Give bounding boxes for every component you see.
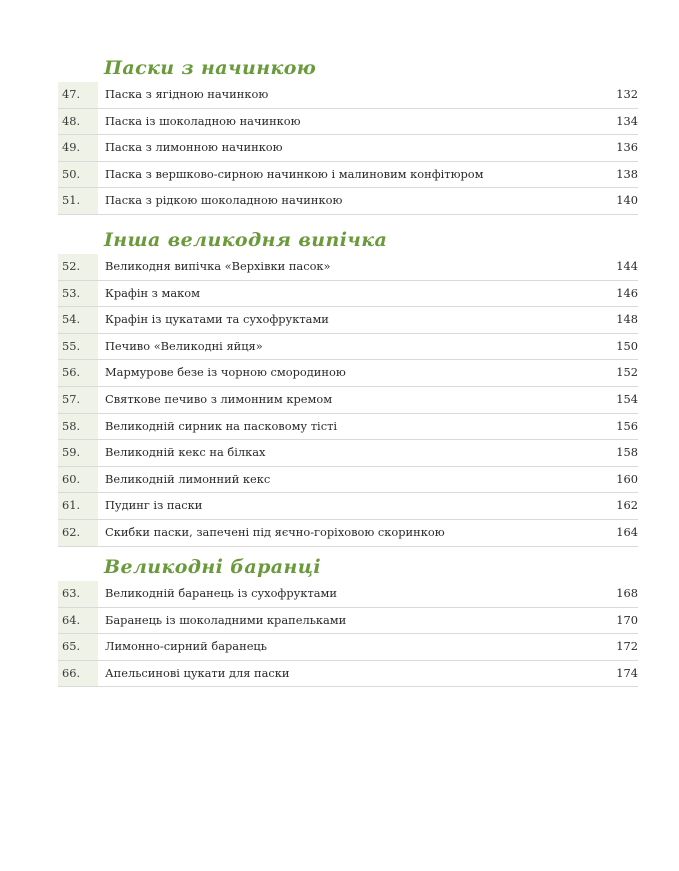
entry-page-number: 134 bbox=[616, 113, 638, 128]
entry-number: 53. bbox=[58, 281, 98, 307]
toc-entry[interactable] bbox=[58, 387, 638, 414]
toc-entry[interactable] bbox=[58, 254, 638, 281]
toc-entry[interactable] bbox=[58, 493, 638, 520]
toc-entry[interactable] bbox=[58, 360, 638, 387]
entry-title: Великодній кекс на білках bbox=[105, 445, 266, 460]
toc-entry[interactable] bbox=[58, 581, 638, 608]
entry-number: 47. bbox=[58, 82, 98, 108]
entry-number: 52. bbox=[58, 254, 98, 280]
entry-page-number: 164 bbox=[616, 524, 638, 539]
entry-number: 57. bbox=[58, 387, 98, 413]
entry-page-number: 148 bbox=[616, 312, 638, 327]
entry-title: Великодня випічка «Верхівки пасок» bbox=[105, 259, 331, 273]
toc-entry[interactable] bbox=[58, 414, 638, 441]
entry-title: Святкове печиво з лимонним кремом bbox=[105, 391, 333, 406]
entry-title: Великодній баранець із сухофруктами bbox=[105, 586, 338, 600]
toc-list bbox=[58, 581, 638, 687]
toc-entry[interactable] bbox=[58, 440, 638, 467]
entry-title: Паска з рідкою шоколадною начинкою bbox=[105, 193, 343, 208]
entry-title: Паска з ягідною начинкою bbox=[105, 87, 269, 101]
section-title: Паски з начинкою bbox=[104, 57, 317, 79]
entry-page-number: 132 bbox=[616, 87, 638, 101]
entry-number: 64. bbox=[58, 608, 98, 634]
entry-number: 58. bbox=[58, 414, 98, 440]
entry-title: Мармурове безе із чорною смородиною bbox=[105, 365, 346, 380]
toc-entry[interactable] bbox=[58, 334, 638, 361]
entry-number: 54. bbox=[58, 307, 98, 333]
entry-number: 55. bbox=[58, 334, 98, 360]
entry-page-number: 156 bbox=[616, 418, 638, 433]
entry-number: 65. bbox=[58, 634, 98, 660]
toc-entry[interactable] bbox=[58, 520, 638, 547]
entry-number: 62. bbox=[58, 520, 98, 546]
toc-entry[interactable] bbox=[58, 608, 638, 635]
entry-page-number: 162 bbox=[616, 498, 638, 513]
entry-number: 49. bbox=[58, 135, 98, 161]
entry-title: Паска з лимонною начинкою bbox=[105, 140, 283, 155]
section-title: Великодні баранці bbox=[104, 556, 322, 578]
entry-page-number: 168 bbox=[616, 586, 638, 600]
entry-number: 50. bbox=[58, 162, 98, 188]
entry-page-number: 154 bbox=[616, 391, 638, 406]
entry-title: Печиво «Великодні яйця» bbox=[105, 338, 263, 353]
toc-entry[interactable] bbox=[58, 162, 638, 189]
toc-entry[interactable] bbox=[58, 467, 638, 494]
entry-title: Апельсинові цукати для паски bbox=[105, 665, 290, 680]
section-pasky-z-nachynkoyu bbox=[58, 57, 638, 215]
entry-page-number: 146 bbox=[616, 285, 638, 300]
toc-entry[interactable] bbox=[58, 634, 638, 661]
entry-title: Пудинг із паски bbox=[105, 498, 203, 513]
entry-page-number: 136 bbox=[616, 140, 638, 155]
entry-page-number: 172 bbox=[616, 639, 638, 654]
entry-title: Великодній лимонний кекс bbox=[105, 471, 271, 486]
section-insha-velykodnia-vypichka bbox=[58, 229, 638, 547]
entry-title: Крафін із цукатами та сухофруктами bbox=[105, 312, 329, 327]
section-title: Інша великодня випічка bbox=[104, 229, 388, 251]
entry-title: Паска із шоколадною начинкою bbox=[105, 113, 301, 128]
entry-page-number: 170 bbox=[616, 612, 638, 627]
entry-number: 59. bbox=[58, 440, 98, 466]
entry-title: Скибки паски, запечені під яєчно-горіховою скоринкою bbox=[105, 524, 445, 539]
entry-title: Лимонно-сирний баранець bbox=[105, 639, 267, 654]
toc-entry[interactable] bbox=[58, 661, 638, 688]
entry-number: 48. bbox=[58, 109, 98, 135]
toc-entry[interactable] bbox=[58, 135, 638, 162]
toc-entry[interactable] bbox=[58, 188, 638, 215]
entry-page-number: 158 bbox=[616, 445, 638, 460]
toc-entry[interactable] bbox=[58, 82, 638, 109]
entry-page-number: 160 bbox=[616, 471, 638, 486]
entry-page-number: 150 bbox=[616, 338, 638, 353]
entry-page-number: 144 bbox=[616, 259, 638, 273]
entry-page-number: 138 bbox=[616, 166, 638, 181]
toc-list bbox=[58, 82, 638, 215]
section-velykodni-barantsi bbox=[58, 556, 638, 687]
entry-page-number: 152 bbox=[616, 365, 638, 380]
toc-list bbox=[58, 254, 638, 547]
entry-page-number: 174 bbox=[616, 665, 638, 680]
toc-entry[interactable] bbox=[58, 109, 638, 136]
entry-title: Баранець із шоколадними крапельками bbox=[105, 612, 347, 627]
toc-entry[interactable] bbox=[58, 281, 638, 308]
entry-number: 60. bbox=[58, 467, 98, 493]
entry-number: 56. bbox=[58, 360, 98, 386]
entry-page-number: 140 bbox=[616, 193, 638, 208]
entry-title: Крафін з маком bbox=[105, 285, 200, 300]
entry-number: 51. bbox=[58, 188, 98, 214]
toc-entry[interactable] bbox=[58, 307, 638, 334]
entry-number: 66. bbox=[58, 661, 98, 687]
entry-title: Паска з вершково-сирною начинкою і малиновим конфітюром bbox=[105, 166, 484, 181]
entry-number: 61. bbox=[58, 493, 98, 519]
entry-number: 63. bbox=[58, 581, 98, 607]
entry-title: Великодній сирник на пасковому тісті bbox=[105, 418, 338, 433]
